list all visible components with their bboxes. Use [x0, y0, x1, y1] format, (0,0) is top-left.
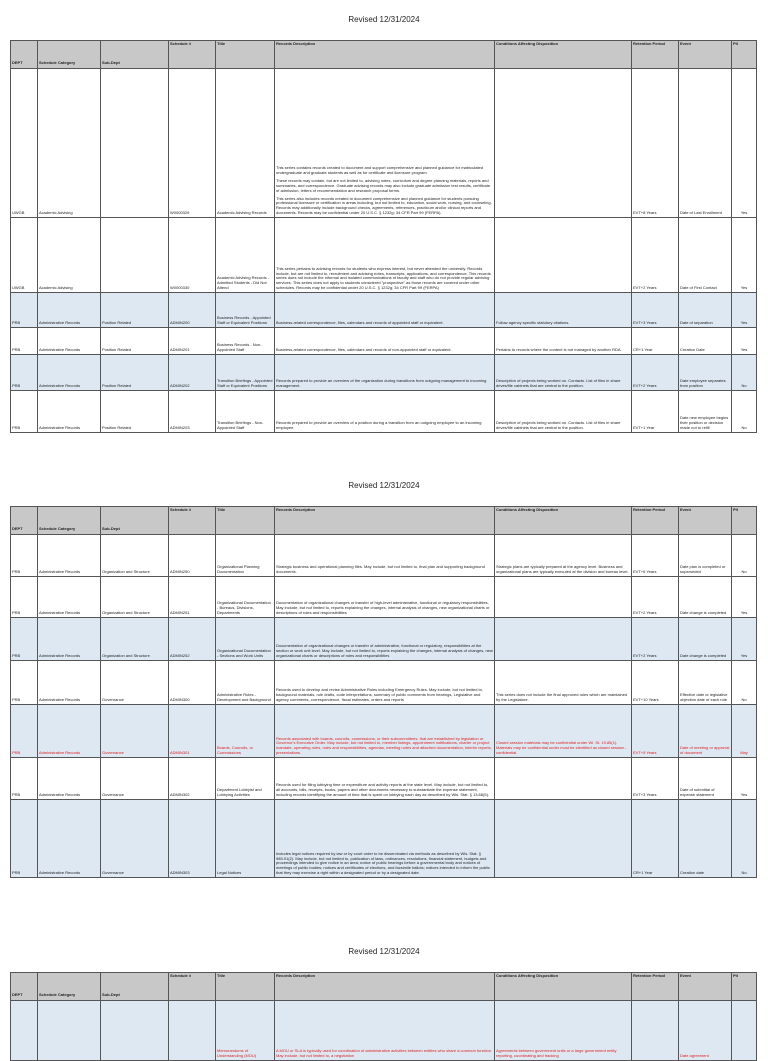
- description-paragraph: Records prepared to provide an overview of the organization during transitions from outgoing management to incoming management.: [276, 378, 487, 389]
- description-paragraph: This series pertains to advising records for students who express interest, but never attended the university. Records include, but are not limited to, recruitment and advising notes, transcripts, applications, and correspondence. This records series does not include the informal and isolated communications of faculty and staff who do not provide regular advising services. This series does not apply to students considered "prospective" as those records are covered under other schedules. Records may be confidential under 20 U.S.C. § 1232g; 34 CFR Part 99 (FERPA): [276, 265, 491, 291]
- cell-retention: EVT+2 Years: [632, 355, 679, 391]
- table-row: [11, 758, 757, 800]
- cell-pii: Yes: [732, 69, 757, 218]
- cell-category: Administrative Records: [38, 618, 101, 661]
- cell-dept: PRB: [11, 800, 38, 878]
- cell-title: Organizational Planning Documentation: [216, 535, 275, 577]
- cell-event: Date agreement: [679, 1001, 732, 1061]
- cell-subdept: Governance: [101, 705, 169, 758]
- column-header-label: Event: [680, 507, 691, 512]
- cell-subdept: Position Related: [101, 328, 169, 355]
- cell-desc: [275, 800, 495, 878]
- table-row: [11, 218, 757, 293]
- cell-retention: EVT+3 Years: [632, 293, 679, 328]
- cell-pii: Yes: [732, 293, 757, 328]
- cell-category: Academic Advising: [38, 218, 101, 293]
- cell-pii: Yes: [732, 218, 757, 293]
- column-header: [11, 507, 38, 535]
- cell-retention: EVT+1 Year: [632, 391, 679, 433]
- description-paragraph: Records used to develop and revise Administrative Rules including Emergency Rules. May include, but not limited to, background materials, rule drafts, code interpretations, summary of public comments from hearings, Legislative and agency comments, correspondence, fiscal estimates, orders and reports: [276, 687, 483, 703]
- table-row: [11, 391, 757, 433]
- cell-title: Administrative Rules - Development and Background: [216, 661, 275, 705]
- cell-dept: PRB: [11, 293, 38, 328]
- column-header-label: DEPT: [12, 992, 23, 998]
- cell-category: Administrative Records: [38, 661, 101, 705]
- description-paragraph: Documentation of organizational changes or transfer of high-level administrative, functional or regulatory responsibilities. May include, but not limited to, reports explaining the changes, internal analysis of changes, new organizational charts or descriptions of roles and responsibilities: [276, 600, 490, 616]
- table-row: [11, 293, 757, 328]
- cell-title: Transition Briefings - Non-Appointed Staff: [216, 391, 275, 433]
- table-row: [11, 800, 757, 878]
- cell-dept: PRB: [11, 577, 38, 618]
- cell-conditions: [495, 69, 632, 218]
- column-header-label: Schedule Category: [39, 992, 76, 998]
- cell-subdept: [101, 218, 169, 293]
- column-header-label: Schedule Category: [39, 526, 76, 532]
- column-header: [495, 507, 632, 535]
- column-header-label: Title: [217, 507, 226, 512]
- page-title: Revised 12/31/2024: [348, 947, 420, 956]
- cell-retention: EVT+10 Years: [632, 661, 679, 705]
- cell-subdept: Governance: [101, 758, 169, 800]
- column-header: [101, 507, 169, 535]
- cell-desc: [275, 535, 495, 577]
- column-header: [38, 973, 101, 1001]
- column-header-label: Schedule #: [170, 507, 192, 512]
- cell-title: Legal Notices: [216, 800, 275, 878]
- cell-schedule: ADMIN200: [169, 293, 216, 328]
- column-header-label: Title: [217, 41, 226, 46]
- cell-desc: [275, 218, 495, 293]
- cell-retention: EVT+5 Years: [632, 705, 679, 758]
- cell-conditions: Description of projects being worked on. Contacts. List of files in share drives/file cabinets that are central to the position.: [495, 391, 632, 433]
- cell-desc: [275, 328, 495, 355]
- table-row: [11, 355, 757, 391]
- cell-event: Date employee separates from position: [679, 355, 732, 391]
- cell-dept: PRB: [11, 535, 38, 577]
- column-header: [216, 41, 275, 69]
- cell-desc: [275, 391, 495, 433]
- cell-title: Academic Advising Records: [216, 69, 275, 218]
- cell-title: Business Records - Non-Appointed Staff: [216, 328, 275, 355]
- cell-desc: [275, 577, 495, 618]
- cell-dept: PRB: [11, 758, 38, 800]
- cell-event: Date new employee begins their position or decision made not to refill: [679, 391, 732, 433]
- cell-retention: CR+1 Year: [632, 800, 679, 878]
- cell-subdept: [101, 1001, 169, 1061]
- column-header: [732, 41, 757, 69]
- cell-retention: EVT+6 Years: [632, 535, 679, 577]
- cell-schedule: ADMIN202: [169, 355, 216, 391]
- column-header-label: PII: [733, 507, 738, 512]
- cell-title: Business Records - Appointed Staff or Equivalent Positions: [216, 293, 275, 328]
- cell-category: Administrative Records: [38, 355, 101, 391]
- cell-dept: PRB: [11, 391, 38, 433]
- description-paragraph: Business-related correspondence, files, calendars and records of non-appointed staff or equivalent.: [276, 347, 452, 353]
- column-header: [216, 507, 275, 535]
- page-title: Revised 12/31/2024: [348, 15, 420, 24]
- cell-desc: [275, 355, 495, 391]
- column-header: [169, 41, 216, 69]
- cell-event: Date plan is completed or superseded: [679, 535, 732, 577]
- column-header: [679, 973, 732, 1001]
- description-paragraph: This series also includes records created to document comprehensive and planned guidance for students pursuing professional licensure or certification in areas including, but not limited to, education, social work, nursing, and counseling. Records may additionally include background checks, agreements, references, practicum and/or clinical reports and documents. Records may be confidential under 20 U.S.C. § 1232g; 34 CFR Part 99 (FERPA).: [276, 195, 492, 216]
- column-header: [38, 41, 101, 69]
- cell-schedule: ADMIN250: [169, 535, 216, 577]
- column-header: [495, 41, 632, 69]
- cell-schedule: ADMIN203: [169, 391, 216, 433]
- cell-title: Organizational Documentation - Bureaus, Divisions, Departments: [216, 577, 275, 618]
- column-header-label: Retention Period: [633, 973, 666, 978]
- cell-schedule: ADMIN300: [169, 661, 216, 705]
- cell-subdept: [101, 69, 169, 218]
- cell-retention: EVT+2 Years: [632, 577, 679, 618]
- cell-dept: PRB: [11, 355, 38, 391]
- cell-category: Administrative Records: [38, 535, 101, 577]
- column-header-label: PII: [733, 41, 738, 46]
- cell-subdept: Position Related: [101, 355, 169, 391]
- column-header: [169, 507, 216, 535]
- cell-title: Memorandums of Understanding (MOU): [216, 1001, 275, 1061]
- cell-conditions: [495, 758, 632, 800]
- cell-pii: Yes: [732, 758, 757, 800]
- cell-conditions: Follow agency specific statutory citations.: [495, 293, 632, 328]
- cell-title: Organizational Documentation - Sections and Work Units: [216, 618, 275, 661]
- table-row: [11, 705, 757, 758]
- column-header: [169, 973, 216, 1001]
- table-row: [11, 577, 757, 618]
- column-header: [679, 507, 732, 535]
- cell-desc: [275, 661, 495, 705]
- description-paragraph: A MOU or SLA is typically used for coordination of administrative activities between entities who share a common function. May include, but not limited to, a negotiation: [276, 1048, 493, 1059]
- description-paragraph: Records used for filing lobbying time or expenditure and activity reports at the state level. May include, but not limited to, all accounts, bills, receipts, books, papers and other documents necessary to substantiate the expense statement, including records identifying the amount of time that is spent on lobbying each day as described by Wis. Stat. § 13.68(5).: [276, 782, 490, 798]
- column-header-label: Event: [680, 41, 691, 46]
- cell-event: Date of meeting or approval of document: [679, 705, 732, 758]
- column-header: [101, 41, 169, 69]
- cell-category: Administrative Records: [38, 705, 101, 758]
- cell-schedule: ADMIN302: [169, 758, 216, 800]
- cell-event: Effective date or legislative objection date of each rule: [679, 661, 732, 705]
- column-header-label: Sub-Dept: [102, 60, 120, 66]
- column-header-label: Records Description: [276, 41, 316, 46]
- description-paragraph: Includes legal notices required by law or by court order to be disseminated via methods as described by Wis. Stat. § 985.01(2). May include, but not limited to, publication of laws, ordinances, resolutions, financial statement, budgets and proceedings intended to give notice in an area; notice of public hearings before a governmental body and notices of meetings of public bodies; notices and certificates of elections, and facsimile ballots; notices intended to inform the public that they may exercise a right within a designated period or by a designated date.: [276, 850, 490, 876]
- schedule-table: [10, 40, 757, 433]
- column-header: [495, 973, 632, 1001]
- table-row: [11, 618, 757, 661]
- column-header: [679, 41, 732, 69]
- column-header-label: DEPT: [12, 60, 23, 66]
- cell-conditions: [495, 618, 632, 661]
- cell-pii: May: [732, 705, 757, 758]
- cell-pii: Yes: [732, 328, 757, 355]
- cell-retention: EVT+8 Years: [632, 69, 679, 218]
- column-header-label: Conditions Affecting Disposition: [496, 507, 559, 512]
- column-header-label: Records Description: [276, 973, 316, 978]
- cell-category: Administrative Records: [38, 577, 101, 618]
- cell-conditions: [495, 800, 632, 878]
- cell-conditions: This series does not include the final approved rules which are maintained by the Legislature.: [495, 661, 632, 705]
- cell-subdept: Position Related: [101, 293, 169, 328]
- cell-desc: [275, 705, 495, 758]
- cell-category: Administrative Records: [38, 328, 101, 355]
- description-paragraph: Records associated with boards, councils, commissions, or their subcommittees, that are established by legislation or Governor's Executive Order. May include, but not limited to, member listings, appointment notifications, charter or project mandate, operating rules, roles and responsibilities, agendas, meeting notes and attached documentation, interim reports, presentations.: [276, 735, 492, 756]
- cell-conditions: Closed session materials may be confidential under Wi. St. 19.85(1). Materials may be confidential under must be identified as closed session - confidential.: [495, 705, 632, 758]
- cell-dept: PRB: [11, 618, 38, 661]
- cell-category: Academic Advising: [38, 69, 101, 218]
- cell-conditions: Pertains to records where the content is not managed by another RDA.: [495, 328, 632, 355]
- column-header: [632, 973, 679, 1001]
- column-header: [632, 507, 679, 535]
- cell-pii: No: [732, 391, 757, 433]
- cell-schedule: ADMIN303: [169, 800, 216, 878]
- cell-schedule: ADMIN251: [169, 577, 216, 618]
- cell-schedule: [169, 1001, 216, 1061]
- cell-pii: No: [732, 800, 757, 878]
- cell-event: Creation date: [679, 800, 732, 878]
- column-header: [732, 507, 757, 535]
- cell-dept: UWGB: [11, 69, 38, 218]
- table-row: [11, 661, 757, 705]
- cell-subdept: Position Related: [101, 391, 169, 433]
- cell-conditions: Description of projects being worked on. Contacts. List of files in share drives/file cabinets that are central to the position.: [495, 355, 632, 391]
- column-header: [11, 41, 38, 69]
- cell-category: Administrative Records: [38, 293, 101, 328]
- description-paragraph: Documentation of organizational changes or transfer of administrative, functional or regulatory, responsibilities at the section or work unit level. May include, but not limited to, reports explaining the changes, internal analysis of changes, new organizational charts or descriptions of roles and responsibilities: [276, 643, 493, 659]
- header-row: [11, 973, 757, 1001]
- description-paragraph: Business-related correspondence, files, calendars and records of appointed staff or equivalent.: [276, 320, 444, 326]
- cell-subdept: Organization and Structure: [101, 618, 169, 661]
- cell-subdept: Governance: [101, 800, 169, 878]
- table-row: [11, 535, 757, 577]
- cell-schedule: W0000329: [169, 69, 216, 218]
- cell-category: [38, 1001, 101, 1061]
- cell-desc: [275, 618, 495, 661]
- column-header-label: Schedule #: [170, 41, 192, 46]
- cell-desc: [275, 293, 495, 328]
- cell-pii: No: [732, 355, 757, 391]
- column-header-label: DEPT: [12, 526, 23, 532]
- cell-dept: PRB: [11, 661, 38, 705]
- cell-conditions: Agreements between government units or a large government entity reporting, coordinating and tracking: [495, 1001, 632, 1061]
- table-row: [11, 328, 757, 355]
- header-row: [11, 41, 757, 69]
- cell-title: Department Lobbyist and Lobbying Activities: [216, 758, 275, 800]
- cell-pii: No: [732, 535, 757, 577]
- cell-conditions: [495, 577, 632, 618]
- schedule-table: [10, 972, 757, 1061]
- description-paragraph: These records may contain, but are not limited to, advising notes, curriculum and degree planning materials, reports and summaries, and correspondence. Graduate advising records may also include graduate admission test results, certificate of admission, letters of recommendation and research proposal forms.: [276, 177, 491, 193]
- table-row: [11, 1001, 757, 1061]
- cell-category: Administrative Records: [38, 800, 101, 878]
- cell-title: Academic Advising Records - Admitted Students - Did Not Attend: [216, 218, 275, 293]
- description-paragraph: Strategic business and operational planning files. May include, but not limited to, final plan and supporting background documents.: [276, 564, 485, 575]
- cell-conditions: Strategic plans are typically prepared at the agency level. Business and organizational plans are typically executed at the division and bureau level.: [495, 535, 632, 577]
- cell-conditions: [495, 218, 632, 293]
- cell-subdept: Organization and Structure: [101, 577, 169, 618]
- header-row: [11, 507, 757, 535]
- cell-retention: EVT+2 Years: [632, 618, 679, 661]
- cell-event: Date of First Contact: [679, 218, 732, 293]
- column-header-label: Retention Period: [633, 41, 666, 46]
- cell-retention: CR+1 Year: [632, 328, 679, 355]
- column-header: [732, 973, 757, 1001]
- cell-event: Creation Date: [679, 328, 732, 355]
- description-paragraph: Records prepared to provide an overview of a position during a transition from an outgoing employee to an incoming employee.: [276, 420, 482, 431]
- column-header-label: Conditions Affecting Disposition: [496, 41, 559, 46]
- column-header-label: Schedule #: [170, 973, 192, 978]
- column-header: [632, 41, 679, 69]
- cell-retention: [632, 1001, 679, 1061]
- page-title: Revised 12/31/2024: [348, 481, 420, 490]
- column-header-label: Event: [680, 973, 691, 978]
- cell-dept: PRB: [11, 328, 38, 355]
- cell-event: Date of Last Enrollment: [679, 69, 732, 218]
- cell-retention: EVT+3 Years: [632, 758, 679, 800]
- cell-retention: EVT+2 Years: [632, 218, 679, 293]
- cell-category: Administrative Records: [38, 758, 101, 800]
- column-header-label: Sub-Dept: [102, 992, 120, 998]
- column-header-label: Sub-Dept: [102, 526, 120, 532]
- column-header: [275, 507, 495, 535]
- description-paragraph: This series contains records created to document and support comprehensive and planned guidance for matriculated undergraduate and graduate students as well as for certificate and licensure program.: [276, 165, 484, 175]
- cell-title: Transition Briefings - Appointed Staff or Equivalent Positions: [216, 355, 275, 391]
- cell-desc: [275, 1001, 495, 1061]
- column-header: [38, 507, 101, 535]
- table-row: [11, 69, 757, 218]
- cell-event: Date change is completed: [679, 577, 732, 618]
- cell-event: Date of submittal of expense statement: [679, 758, 732, 800]
- schedule-table: [10, 506, 757, 878]
- column-header: [216, 973, 275, 1001]
- cell-event: Date of separation: [679, 293, 732, 328]
- cell-schedule: ADMIN201: [169, 328, 216, 355]
- column-header-label: PII: [733, 973, 738, 978]
- cell-schedule: ADMIN252: [169, 618, 216, 661]
- cell-subdept: Governance: [101, 661, 169, 705]
- cell-desc: [275, 758, 495, 800]
- cell-pii: Yes: [732, 618, 757, 661]
- cell-desc: [275, 69, 495, 218]
- cell-dept: PRB: [11, 705, 38, 758]
- cell-event: Date change is completed: [679, 618, 732, 661]
- cell-title: Boards, Councils, or Commissions: [216, 705, 275, 758]
- cell-dept: UWGB: [11, 218, 38, 293]
- column-header: [275, 973, 495, 1001]
- column-header: [275, 41, 495, 69]
- column-header-label: Schedule Category: [39, 60, 76, 66]
- cell-subdept: Organization and Structure: [101, 535, 169, 577]
- cell-pii: No: [732, 661, 757, 705]
- column-header-label: Conditions Affecting Disposition: [496, 973, 559, 978]
- column-header-label: Retention Period: [633, 507, 666, 512]
- cell-pii: Yes: [732, 577, 757, 618]
- cell-schedule: ADMIN301: [169, 705, 216, 758]
- cell-pii: [732, 1001, 757, 1061]
- column-header: [101, 973, 169, 1001]
- column-header-label: Title: [217, 973, 226, 978]
- column-header-label: Records Description: [276, 507, 316, 512]
- cell-category: Administrative Records: [38, 391, 101, 433]
- column-header: [11, 973, 38, 1001]
- cell-schedule: W0000330: [169, 218, 216, 293]
- cell-dept: [11, 1001, 38, 1061]
